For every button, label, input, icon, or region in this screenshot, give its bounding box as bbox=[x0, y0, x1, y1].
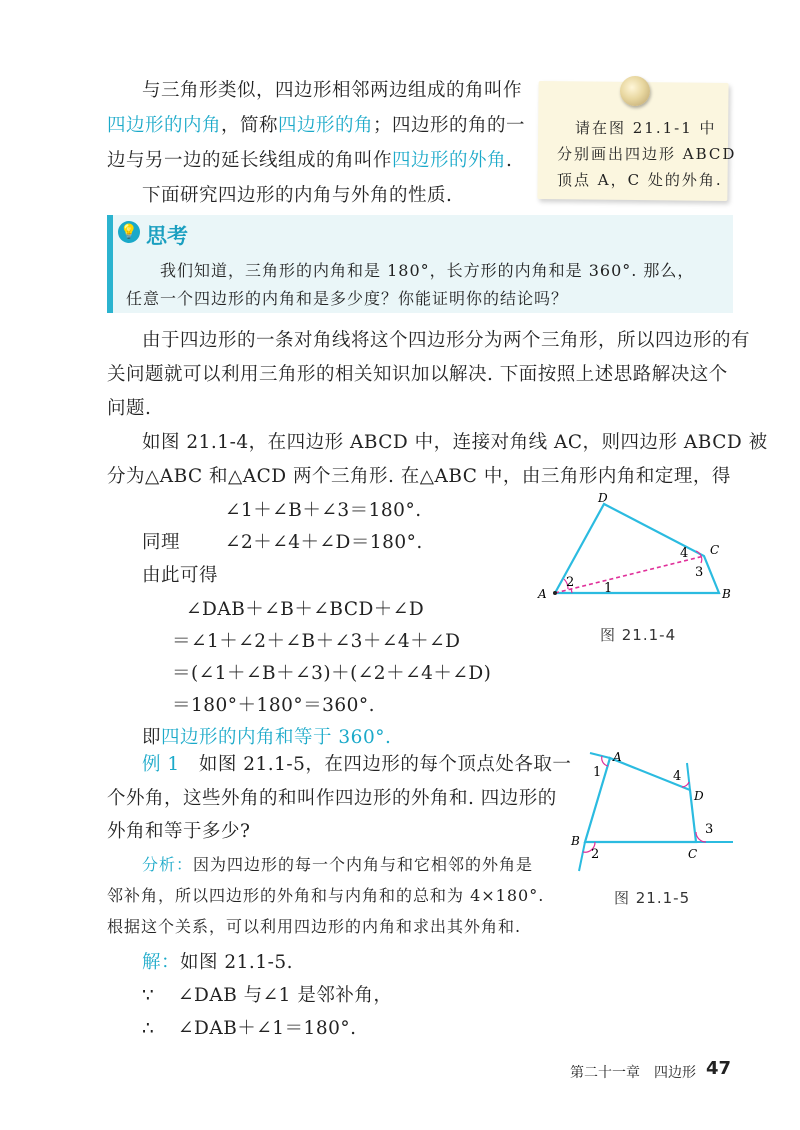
term-exterior-angle: 四边形的外角 bbox=[392, 150, 507, 171]
equation-2: ∠2＋∠4＋∠D＝180°. bbox=[225, 532, 423, 553]
analysis-line2: 邻补角，所以四边形的外角和与内角和的总和为 4×180°. bbox=[107, 886, 545, 905]
equation-6: ＝180°＋180°＝360°. bbox=[172, 695, 376, 716]
extension-at-d bbox=[687, 763, 690, 790]
example-line1-text: 如图 21.1-5，在四边形的每个顶点处各取一 bbox=[198, 754, 572, 775]
term-angle: 四边形的角 bbox=[278, 115, 374, 136]
label-c: C bbox=[710, 543, 720, 557]
equation-4: ＝∠1＋∠2＋∠B＋∠3＋∠4＋∠D bbox=[172, 631, 461, 652]
label-angle-2: 2 bbox=[591, 847, 600, 862]
figure-21-1-5 bbox=[565, 745, 745, 880]
label-angle-4: 4 bbox=[680, 546, 689, 561]
para1-line1: 与三角形类似，四边形相邻两边组成的角叫作 bbox=[142, 80, 523, 101]
para2-line1: 由于四边形的一条对角线将这个四边形分为两个三角形，所以四边形的有 bbox=[142, 330, 751, 351]
label-angle-3: 3 bbox=[695, 565, 704, 580]
lightbulb-icon: 💡 bbox=[118, 221, 140, 243]
figure-5-caption: 图 21.1-5 bbox=[614, 889, 691, 907]
para3-line1: 如图 21.1-4，在四边形 ABCD 中，连接对角线 AC，则四边形 ABCD 被 bbox=[142, 432, 768, 453]
extension-at-a bbox=[590, 753, 610, 758]
para3-line2: 分为△ABC 和△ACD 两个三角形. 在△ABC 中，由三角形内角和定理，得 bbox=[107, 466, 731, 487]
think-line1: 我们知道，三角形的内角和是 180°，长方形的内角和是 360°. 那么， bbox=[160, 261, 695, 280]
analysis-line1-text: 因为四边形的每一个内角与和它相邻的外角是 bbox=[193, 855, 534, 874]
para1-line4: 下面研究四边形的内角与外角的性质. bbox=[142, 185, 453, 206]
pushpin-icon bbox=[620, 76, 650, 106]
equation-3: ∠DAB＋∠B＋∠BCD＋∠D bbox=[186, 599, 425, 620]
term-interior-angle: 四边形的内角 bbox=[107, 115, 222, 136]
hence-label: 由此可得 bbox=[142, 565, 219, 586]
vertex-a-dot bbox=[553, 591, 557, 595]
conclusion-term: 四边形的内角和等于 360°. bbox=[161, 727, 392, 748]
para1-line3-head: 边与另一边的延长线组成的角叫作 bbox=[107, 150, 393, 171]
example-label: 例 1 bbox=[142, 754, 180, 775]
chapter-footer: 第二十一章 四边形 bbox=[570, 1065, 696, 1081]
equation-5: ＝(∠1＋∠B＋∠3)＋(∠2＋∠4＋∠D) bbox=[172, 663, 492, 684]
label-angle-2: 2 bbox=[566, 575, 575, 590]
example-line3: 外角和等于多少? bbox=[107, 821, 251, 842]
figure-4-caption: 图 21.1-4 bbox=[600, 626, 677, 644]
label-angle-4: 4 bbox=[673, 769, 682, 784]
conclusion bbox=[142, 725, 391, 751]
analysis-line1 bbox=[142, 852, 533, 878]
para1-line3-tail: . bbox=[506, 150, 513, 171]
label-a: A bbox=[538, 587, 547, 601]
because-symbol: ∵ bbox=[142, 985, 155, 1006]
label-b: B bbox=[722, 587, 731, 601]
label-b: B bbox=[571, 834, 580, 848]
para1-line2-mid: ，简称 bbox=[221, 115, 279, 136]
solution-line1-text: 如图 21.1-5. bbox=[180, 952, 293, 973]
extension-at-b bbox=[579, 842, 585, 871]
solution-line1 bbox=[142, 950, 293, 976]
solution-line3: ∠DAB＋∠1＝180°. bbox=[178, 1018, 357, 1039]
think-title: 思考 bbox=[146, 224, 188, 248]
label-a: A bbox=[613, 750, 622, 764]
diagonal-ac bbox=[555, 556, 704, 593]
example-line2: 个外角，这些外角的和叫作四边形的外角和. 四边形的 bbox=[107, 788, 557, 809]
note-line2: 分别画出四边形 ABCD bbox=[557, 145, 737, 163]
label-angle-3: 3 bbox=[705, 822, 714, 837]
think-line2: 任意一个四边形的内角和是多少度？你能证明你的结论吗？ bbox=[126, 289, 569, 308]
equation-1: ∠1＋∠B＋∠3＝180°. bbox=[225, 500, 422, 521]
note-line3: 顶点 A，C 处的外角. bbox=[557, 171, 723, 189]
para1-line2-tail: ；四边形的角的一 bbox=[373, 115, 526, 136]
solution-line2: ∠DAB 与∠1 是邻补角， bbox=[178, 985, 393, 1006]
label-angle-1: 1 bbox=[604, 581, 613, 596]
example-line1 bbox=[142, 752, 571, 778]
note-line1: 请在图 21.1-1 中 bbox=[575, 119, 717, 137]
para2-line3: 问题. bbox=[107, 398, 152, 419]
analysis-line3: 根据这个关系，可以利用四边形的内角和求出其外角和. bbox=[107, 917, 522, 936]
para1-line3 bbox=[107, 148, 512, 174]
para2-line2: 关问题就可以利用三角形的相关知识加以解决. 下面按照上述思路解决这个 bbox=[107, 364, 728, 385]
figure-21-1-4 bbox=[530, 490, 740, 610]
label-d: D bbox=[694, 789, 704, 803]
analysis-label: 分析： bbox=[142, 855, 194, 874]
solution-label: 解： bbox=[142, 952, 181, 973]
conclusion-head: 即 bbox=[142, 727, 162, 748]
page-number: 47 bbox=[706, 1058, 732, 1079]
label-angle-1: 1 bbox=[593, 765, 602, 780]
para1-line2 bbox=[107, 113, 525, 139]
label-d: D bbox=[598, 491, 608, 505]
label-c: C bbox=[688, 847, 698, 861]
therefore-symbol: ∴ bbox=[142, 1018, 155, 1039]
same-reasoning-label: 同理 bbox=[142, 532, 181, 553]
